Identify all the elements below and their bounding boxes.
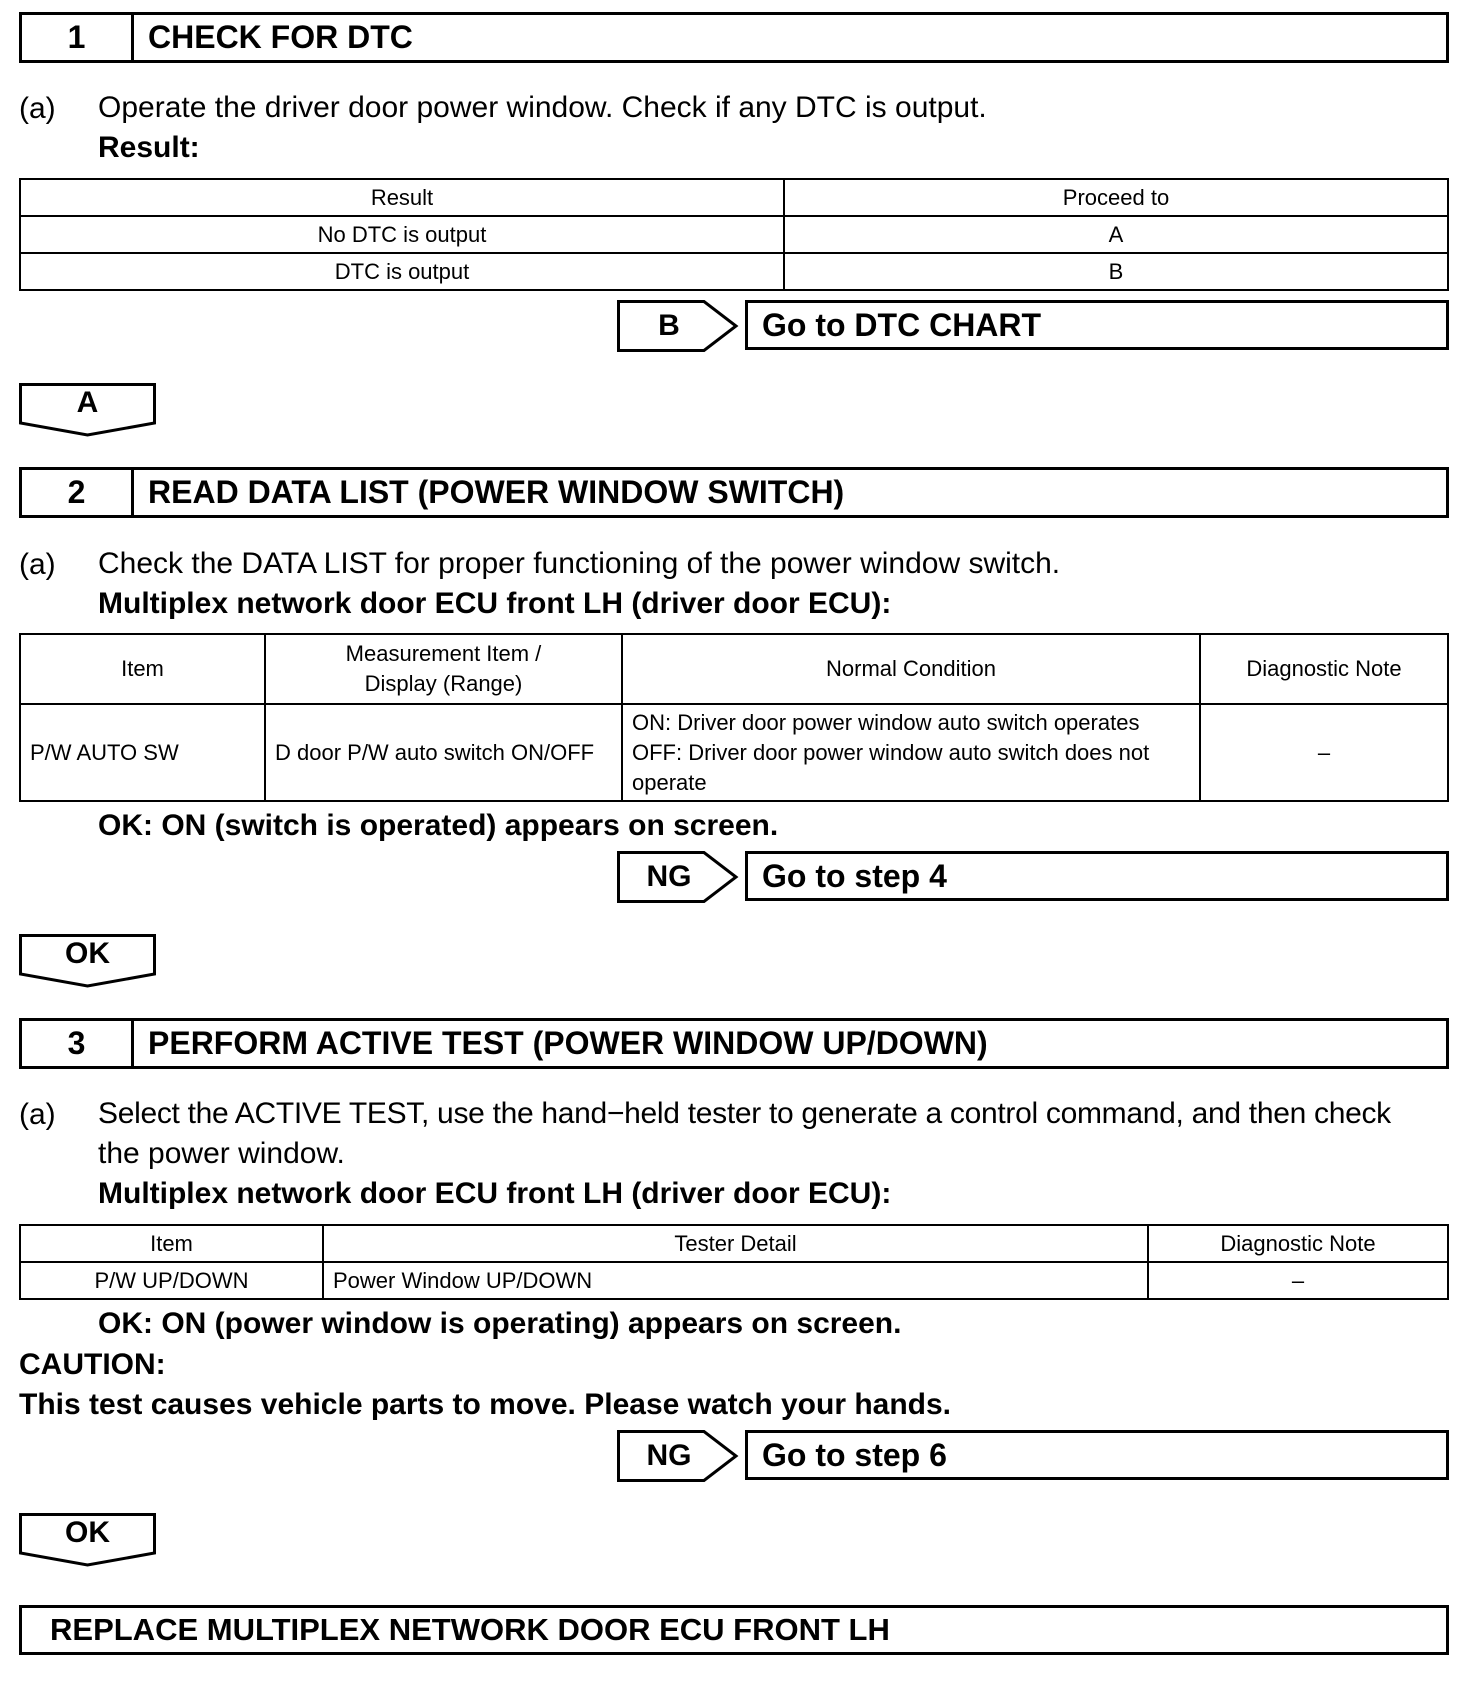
step-3-header <box>19 1018 1449 1069</box>
table-header: Item <box>20 634 265 704</box>
step-title: CHECK FOR DTC <box>148 19 413 55</box>
instruction-line: Select the ACTIVE TEST, use the hand−held tester to generate a control command, and then check <box>98 1097 1391 1130</box>
table-cell: – <box>1200 704 1448 801</box>
branch-target-box: Go to step 6 <box>745 1430 1449 1480</box>
ok-condition-text: OK: ON (power window is operating) appears on screen. <box>98 1307 902 1340</box>
table-row <box>20 216 1448 253</box>
instruction-text: Operate the driver door power window. Check if any DTC is output. <box>98 91 987 124</box>
step-number: 2 <box>22 470 134 515</box>
table-header-line: Measurement Item / <box>345 641 542 666</box>
table-header: Tester Detail <box>323 1225 1148 1262</box>
ok-condition-text: OK: ON (switch is operated) appears on screen. <box>98 809 779 842</box>
condition-line: OFF: Driver door power window auto switch does not <box>632 739 1150 765</box>
branch-target-box: Go to step 4 <box>745 851 1449 901</box>
continue-label: A <box>76 386 99 419</box>
step-title: READ DATA LIST (POWER WINDOW SWITCH) <box>148 474 845 510</box>
table-cell: P/W AUTO SW <box>20 704 265 801</box>
branch-label: NG <box>646 860 692 893</box>
condition-line: ON: Driver door power window auto switch operates <box>632 709 1140 735</box>
table-row <box>20 253 1448 290</box>
branch-label: NG <box>646 1439 692 1472</box>
table-cell: D door P/W auto switch ON/OFF <box>265 704 622 801</box>
item-label: (a) <box>19 1098 56 1131</box>
table-header: Diagnostic Note <box>1148 1225 1448 1262</box>
table-header: Result <box>20 179 784 216</box>
table-header-line: Display (Range) <box>364 671 523 696</box>
step-number: 1 <box>22 15 134 60</box>
instruction-text: Check the DATA LIST for proper functioning of the power window switch. <box>98 547 1061 580</box>
table-cell: A <box>784 216 1448 253</box>
data-list-table <box>19 633 1449 802</box>
continue-label: OK <box>65 1516 110 1549</box>
result-heading: Result: <box>98 131 200 164</box>
branch-arrow-ng <box>617 851 739 903</box>
table-header: Proceed to <box>784 179 1448 216</box>
table-cell: No DTC is output <box>20 216 784 253</box>
branch-target-box: Go to DTC CHART <box>745 300 1449 350</box>
table-cell: – <box>1148 1262 1448 1299</box>
continue-label: OK <box>65 937 110 970</box>
branch-arrow-b <box>617 300 739 352</box>
ecu-heading: Multiplex network door ECU front LH (driver door ECU): <box>98 587 892 620</box>
table-row <box>20 704 1448 801</box>
condition-line: operate <box>632 769 707 795</box>
ecu-heading: Multiplex network door ECU front LH (driver door ECU): <box>98 1177 892 1210</box>
item-label: (a) <box>19 92 56 125</box>
table-cell: B <box>784 253 1448 290</box>
table-row <box>20 1262 1448 1299</box>
active-test-table <box>19 1224 1449 1300</box>
table-header: Item <box>20 1225 323 1262</box>
step-title: PERFORM ACTIVE TEST (POWER WINDOW UP/DOWN) <box>148 1025 988 1061</box>
instruction-line: the power window. <box>98 1137 345 1170</box>
branch-label: B <box>658 309 680 342</box>
table-header: Normal Condition <box>622 634 1200 704</box>
table-header: Diagnostic Note <box>1200 634 1448 704</box>
caution-text: This test causes vehicle parts to move. Please watch your hands. <box>19 1388 952 1421</box>
final-action-box: REPLACE MULTIPLEX NETWORK DOOR ECU FRONT LH <box>19 1605 1449 1655</box>
table-cell: Power Window UP/DOWN <box>323 1262 1148 1299</box>
caution-heading: CAUTION: <box>19 1348 166 1381</box>
table-cell: P/W UP/DOWN <box>20 1262 323 1299</box>
table-header <box>265 634 622 704</box>
instruction-text <box>98 1094 1458 1174</box>
continue-arrow-ok <box>19 934 156 988</box>
table-cell <box>622 704 1200 801</box>
continue-arrow-ok <box>19 1513 156 1567</box>
continue-arrow-a <box>19 383 156 437</box>
item-label: (a) <box>19 548 56 581</box>
step-2-header <box>19 467 1449 518</box>
table-cell: DTC is output <box>20 253 784 290</box>
branch-arrow-ng <box>617 1430 739 1482</box>
result-table <box>19 178 1449 291</box>
step-number: 3 <box>22 1021 134 1066</box>
step-1-header <box>19 12 1449 63</box>
